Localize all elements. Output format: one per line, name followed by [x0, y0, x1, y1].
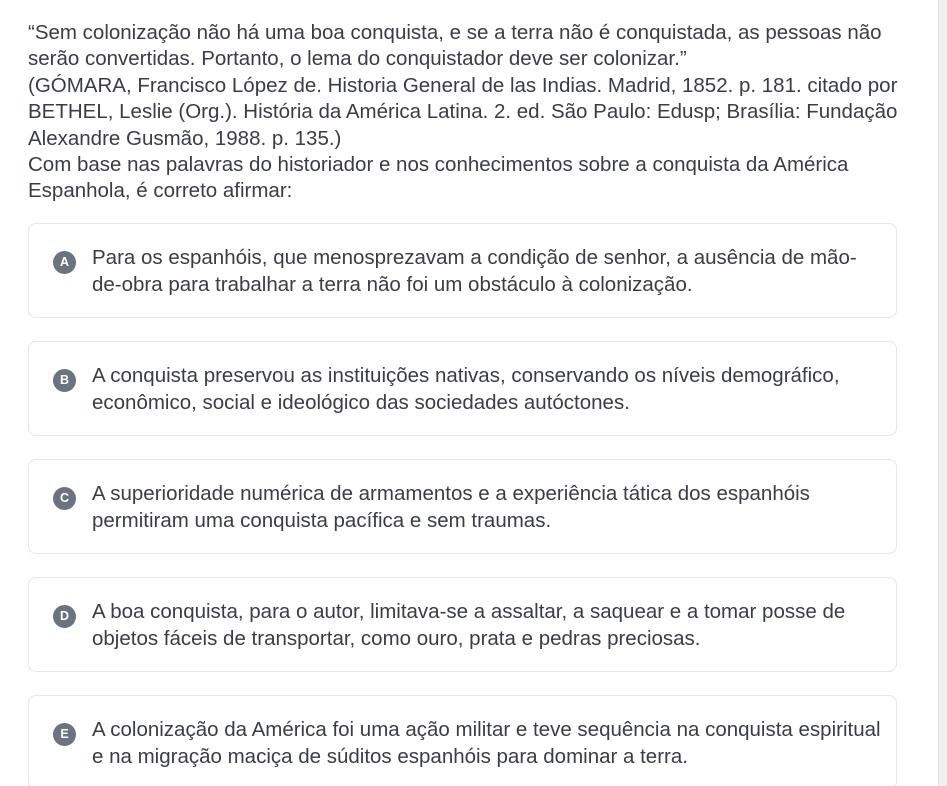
vertical-scrollbar[interactable]: [938, 0, 947, 786]
option-letter-badge: C: [53, 487, 76, 510]
option-letter-badge: D: [53, 605, 76, 628]
answer-option-b[interactable]: [28, 341, 897, 436]
question-statement: [28, 20, 908, 205]
option-text: A colonização da América foi uma ação militar e teve sequência na conquista espiritual e na migração maciça de súditos espanhóis para dominar a terra.: [92, 718, 881, 768]
option-text: A boa conquista, para o autor, limitava-se a assaltar, a saquear e a tomar posse de objetos fáceis de transportar, como ouro, prata e pedras preciosas.: [92, 600, 846, 650]
answer-option-d[interactable]: [28, 577, 897, 672]
option-text: A conquista preservou as instituições nativas, conservando os níveis demográfico, econômico, social e ideológico das sociedades autóctones.: [92, 364, 840, 414]
option-text: Para os espanhóis, que menosprezavam a condição de senhor, a ausência de mão-de-obra para trabalhar a terra não foi um obstáculo à colonização.: [92, 246, 857, 296]
answer-option-a[interactable]: [28, 223, 897, 318]
quote-text: “Sem colonização não há uma boa conquista, e se a terra não é conquistada, as pessoas não serão convertidas. Portanto, o lema do conquistador deve ser colonizar.”: [28, 21, 882, 71]
answer-option-c[interactable]: [28, 459, 897, 554]
option-text: A superioridade numérica de armamentos e a experiência tática dos espanhóis permitiram uma conquista pacífica e sem traumas.: [92, 482, 810, 532]
option-letter-badge: E: [53, 723, 76, 746]
answer-option-e[interactable]: [28, 695, 897, 786]
citation-text: (GÓMARA, Francisco López de. Historia General de las Indias. Madrid, 1852. p. 181. citado por BETHEL, Leslie (Org.). História da América Latina. 2. ed. São Paulo: Edusp; Brasília: Fundação Alexandre Gusmão, 1988. p. 135.): [28, 73, 898, 150]
option-letter-badge: A: [53, 251, 76, 274]
option-letter-badge: B: [53, 369, 76, 392]
question-prompt: Com base nas palavras do historiador e nos conhecimentos sobre a conquista da América Espanhola, é correto afirmar:: [28, 153, 849, 203]
